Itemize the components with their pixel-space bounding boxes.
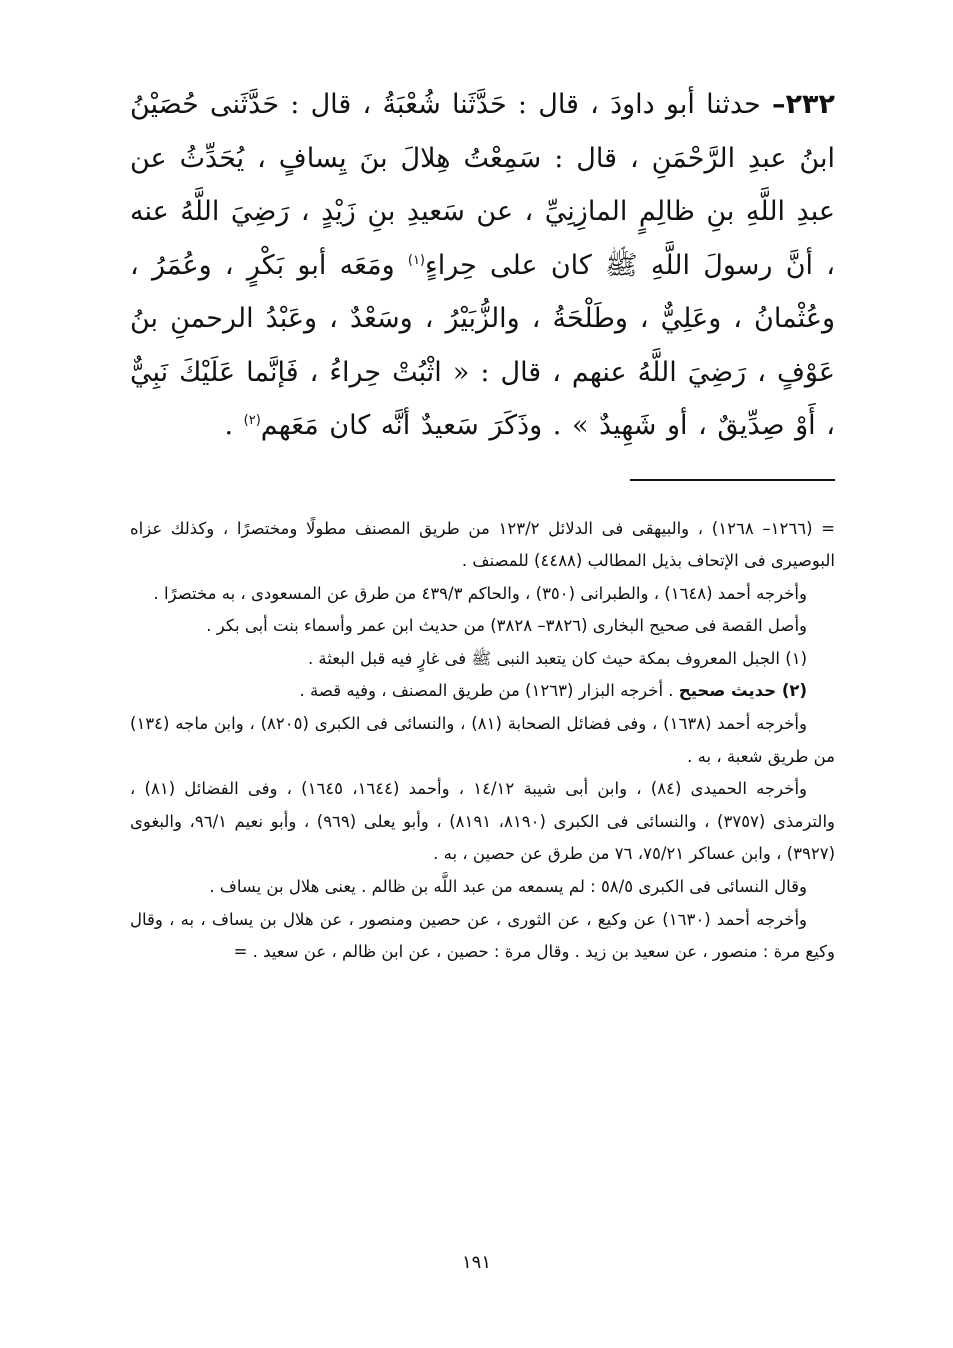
footnote-paragraph (130, 578, 835, 611)
footnote-marker-2: (٢) (243, 413, 261, 428)
footnote-paragraph (130, 904, 835, 969)
grading-label: (٢) حديث صحيح (678, 681, 807, 701)
footnote-paragraph (130, 773, 835, 871)
footnote-text: (١) الجبل المعروف بمكة حيث كان يتعبد النبى ﷺ فى غارٍ فيه قبل البعثة . (307, 648, 807, 668)
footnote-paragraph (130, 871, 835, 904)
hadith-text-part-2: ومَعَه أبو بَكْرٍ ، وعُمَرُ ، وعُثْمانُ ، وعَلِيٌّ ، وطَلْحَةُ ، والزُّبَيْرُ ، وسَعْدٌ ، وعَبْدُ الرحمنِ بنُ عَوْفٍ ، رَضِيَ اللَّهُ عنهم ، قال : « اثْبُتْ حِراءُ ، فَإنَّما عَلَيْكَ نَبِيٌّ ، أَوْ صِدِّيقٌ ، أو شَهِيدٌ » . وذَكَرَ سَعيدٌ أنَّه كان مَعَهم (130, 249, 835, 441)
footnote-text: وأخرجه أحمد (١٦٣٨) ، وفى فضائل الصحابة (٨١) ، والنسائى فى الكبرى (٨٢٠٥) ، وابن ماجه (١٣٤) من طريق شعبة ، به . (130, 714, 835, 766)
footnote-text: وأخرجه أحمد (١٦٤٨) ، والطبرانى (٣٥٠) ، والحاكم ٤٣٩/٣ من طرق عن المسعودى ، به مختصرًا . (153, 583, 807, 603)
footnote-text: . أخرجه البزار (١٢٦٣) من طريق المصنف ، وفيه قصة . (299, 681, 679, 701)
page-number: ١٩١ (461, 1252, 491, 1273)
footnote-paragraph (130, 708, 835, 773)
footnote-text: وأصل القصة فى صحيح البخارى (٣٨٢٦– ٣٨٢٨) من حديث ابن عمر وأسماء بنت أبى بكر . (206, 616, 807, 636)
footnote-text: = (١٢٦٦– ١٢٦٨) ، والبيهقى فى الدلائل ١٢٣/٢ من طريق المصنف مطولًا ومختصرًا ، وكذلك عزاه البوصيرى فى الإتحاف بذيل المطالب (٤٤٨٨) للمصنف . (130, 518, 835, 571)
footnote-paragraph (130, 610, 835, 643)
hadith-text (130, 78, 835, 453)
hadith-number: ٢٣٢– (772, 89, 835, 120)
footnotes (130, 513, 835, 969)
footnote-marker-1: (١) (407, 252, 425, 268)
footnote-text: وأخرجه أحمد (١٦٣٠) عن وكيع ، عن الثورى ، عن حصين ومنصور ، عن هلال بن يساف ، به ، وقال وكيع مرة : منصور ، عن سعيد بن زيد . وقال مرة : حصين ، عن ابن ظالم ، عن سعيد . = (130, 909, 835, 962)
hadith-text-part-1: حدثنا أبو داودَ ، قال : حَدَّثَنا شُعْبَةُ ، قال : حَدَّثَنى حُصَيْنُ ابنُ عبدِ الرَّحْمَنِ ، قال : سَمِعْتُ هِلالَ بنَ يِسافٍ ، يُحَدِّثُ عن عبدِ اللَّهِ بنِ ظالِمٍ المازِنِيِّ ، عن سَعيدِ بنِ زَيْدٍ ، رَضِيَ اللَّهُ عنه ، أنَّ رسولَ اللَّهِ ﷺ كان على حِراءٍ (130, 89, 835, 281)
page (130, 78, 835, 1318)
footnote-2 (130, 675, 835, 708)
footnote-text: وقال النسائى فى الكبرى ٥٨/٥ : لم يسمعه من عبد اللَّه بن ظالم . يعنى هلال بن يساف . (209, 877, 807, 897)
footnote-1 (130, 643, 835, 676)
footnote-text: وأخرجه الحميدى (٨٤) ، وابن أبى شيبة ١٤/١٢ ، وأحمد (١٦٤٤، ١٦٤٥) ، وفى الفضائل (٨١) ، والترمذى (٣٧٥٧) ، والنسائى فى الكبرى (٨١٩٠، ٨١٩١) ، وأبو يعلى (٩٦٩) ، وأبو نعيم ٩٦/١، والبغوى (٣٩٢٧) ، وابن عساكر ٧٥/٢١، ٧٦ من طرق عن حصين ، به . (130, 779, 835, 864)
footnote-separator (630, 479, 835, 481)
footnote-paragraph (130, 513, 835, 578)
hadith-text-part-3: . (224, 410, 244, 441)
